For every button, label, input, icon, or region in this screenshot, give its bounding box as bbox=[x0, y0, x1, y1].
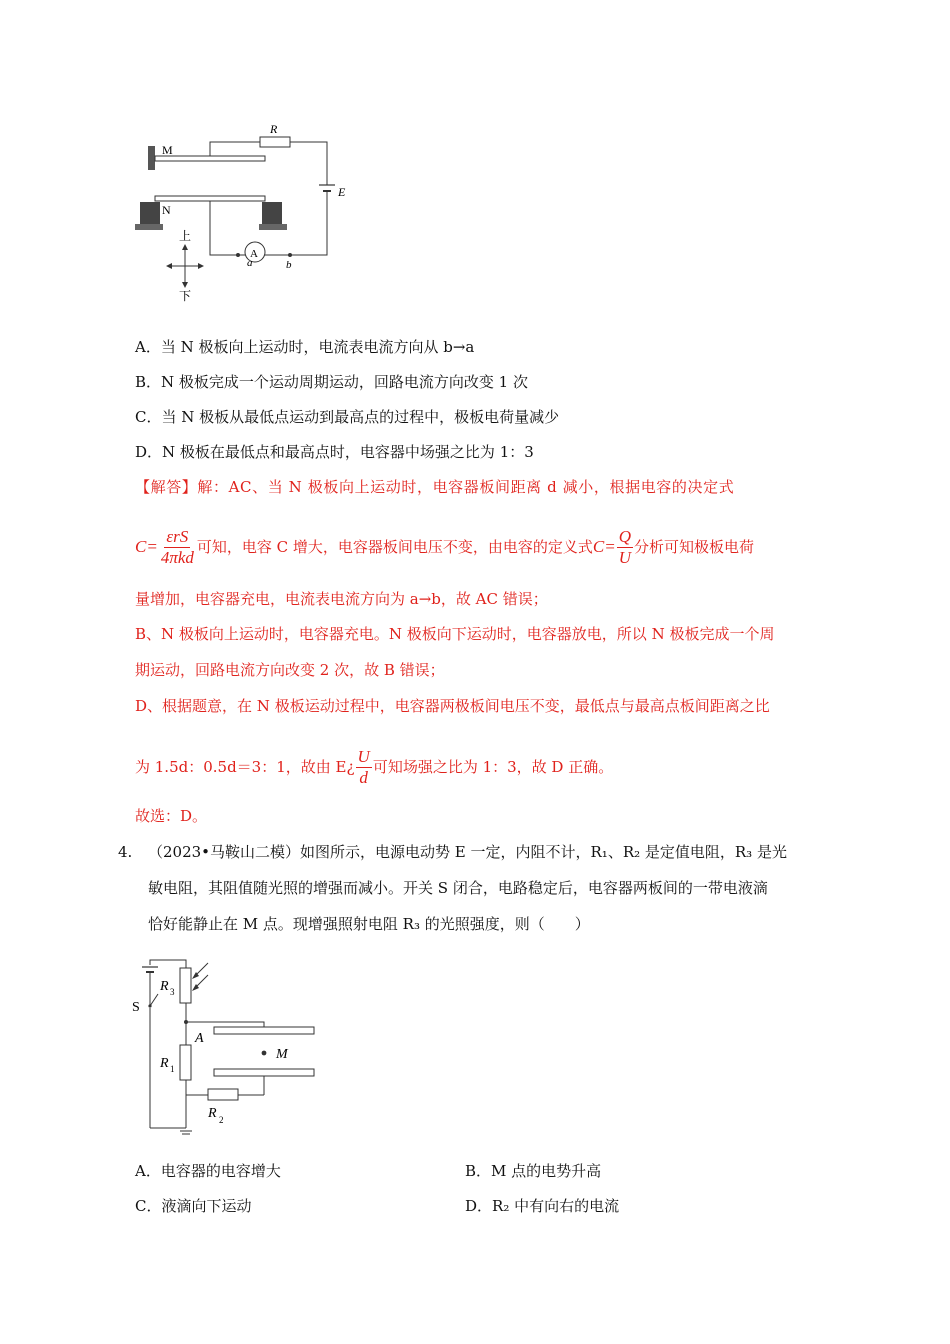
resistor-r1 bbox=[180, 1045, 191, 1080]
solution-line-3: 量增加，电容器充电，电流表电流方向为 a→b，故 AC 错误； bbox=[135, 590, 548, 608]
label-ammeter: A bbox=[250, 248, 258, 260]
label-up: 上 bbox=[179, 229, 192, 243]
label-r2: R bbox=[208, 1106, 217, 1121]
formula-capacitance-left: C= bbox=[135, 537, 158, 556]
question-4-line-1: （2023•马鞍山二模）如图所示，电源电动势 E 一定，内阻不计，R₁、R₂ 是定值电阻，R₃ 是光 bbox=[148, 843, 787, 861]
resistor-r3 bbox=[180, 968, 191, 1003]
formula-capacitance-numerator: εrS bbox=[166, 526, 189, 546]
formula-capacitance-fraction bbox=[159, 527, 196, 568]
label-m: M bbox=[162, 143, 173, 157]
resistor-r bbox=[260, 137, 290, 147]
spring-left bbox=[140, 202, 160, 224]
label-s: S bbox=[132, 1000, 140, 1015]
figure-2-circuit bbox=[128, 945, 328, 1135]
solution-line-1: 【解答】解：AC、当 N 极板向上运动时，电容器板间距离 d 减小，根据电容的决定式 bbox=[135, 478, 735, 496]
label-e: E bbox=[338, 185, 346, 199]
solution-line-7 bbox=[135, 744, 613, 790]
solution-line-5: 期运动，回路电流方向改变 2 次，故 B 错误； bbox=[135, 661, 445, 679]
formula-field-fraction bbox=[356, 747, 372, 788]
capacitor-top-plate bbox=[214, 1027, 314, 1034]
formula-definition-denominator: U bbox=[618, 547, 631, 567]
label-r1: R bbox=[160, 1056, 169, 1071]
label-n: N bbox=[162, 203, 171, 217]
solution-line-2-end: 分析可知极板电荷 bbox=[634, 538, 755, 556]
plate-n bbox=[155, 196, 265, 201]
q3-option-c: C．当 N 极板从最低点运动到最高点的过程中，极板电荷量减少 bbox=[135, 408, 560, 426]
plate-m-mount bbox=[148, 146, 155, 170]
solution-line-6: D、根据题意，在 N 极板运动过程中，电容器两极板间电压不变，最低点与最高点板间距离之比 bbox=[135, 697, 770, 715]
solution-line-7-end: 可知场强之比为 1：3，故 D 正确。 bbox=[372, 758, 614, 776]
q3-option-b: B．N 极板完成一个运动周期运动，回路电流方向改变 1 次 bbox=[135, 373, 528, 391]
label-r1-sub: 1 bbox=[170, 1064, 175, 1074]
droplet-m bbox=[262, 1051, 267, 1056]
label-a: A bbox=[195, 1031, 204, 1046]
solution-line-2 bbox=[135, 524, 754, 570]
formula-definition-numerator: Q bbox=[618, 526, 631, 546]
question-4-line-2: 敏电阻，其阻值随光照的增强而减小。开关 S 闭合，电路稳定后，电容器两板间的一带电液滴 bbox=[148, 879, 768, 897]
q3-option-d: D．N 极板在最低点和最高点时，电容器中场强之比为 1：3 bbox=[135, 443, 534, 461]
label-r: R bbox=[270, 122, 278, 136]
formula-definition-fraction bbox=[617, 527, 633, 568]
label-r2-sub: 2 bbox=[219, 1115, 224, 1125]
solution-line-7-start: 为 1.5d：0.5d＝3：1，故由 E¿ bbox=[135, 758, 355, 776]
q4-option-d: D．R₂ 中有向右的电流 bbox=[465, 1197, 620, 1215]
formula-field-denominator: d bbox=[359, 767, 368, 787]
spring-right bbox=[262, 202, 282, 224]
solution-line-4: B、N 极板向上运动时，电容器充电。N 极板向下运动时，电容器放电，所以 N 极板完成一个周 bbox=[135, 625, 775, 643]
label-m: M bbox=[276, 1047, 288, 1062]
q4-option-c: C．液滴向下运动 bbox=[135, 1197, 252, 1215]
q4-option-b: B．M 点的电势升高 bbox=[465, 1162, 602, 1180]
q3-option-a: A．当 N 极板向上运动时，电流表电流方向从 b→a bbox=[135, 338, 475, 356]
capacitor-bottom-plate bbox=[214, 1069, 314, 1076]
figure-1-circuit bbox=[130, 118, 360, 308]
label-b: b bbox=[286, 259, 292, 271]
formula-field-numerator: U bbox=[357, 746, 370, 766]
question-4-number: 4. bbox=[118, 843, 133, 861]
label-r3: R bbox=[160, 979, 169, 994]
question-4-line-3: 恰好能静止在 M 点。现增强照射电阻 R₃ 的光照强度，则（ ） bbox=[148, 915, 590, 933]
formula-definition-left: C= bbox=[592, 537, 616, 556]
resistor-r2 bbox=[208, 1089, 238, 1100]
label-down: 下 bbox=[179, 289, 192, 303]
label-a: a bbox=[247, 257, 253, 269]
formula-capacitance-denominator: 4πkd bbox=[160, 547, 194, 567]
solution-line-8: 故选：D。 bbox=[135, 807, 208, 825]
q4-option-a: A．电容器的电容增大 bbox=[135, 1162, 281, 1180]
solution-line-2-mid: 可知，电容 C 增大，电容器板间电压不变，由电容的定义式 bbox=[196, 538, 593, 556]
label-r3-sub: 3 bbox=[170, 987, 175, 997]
